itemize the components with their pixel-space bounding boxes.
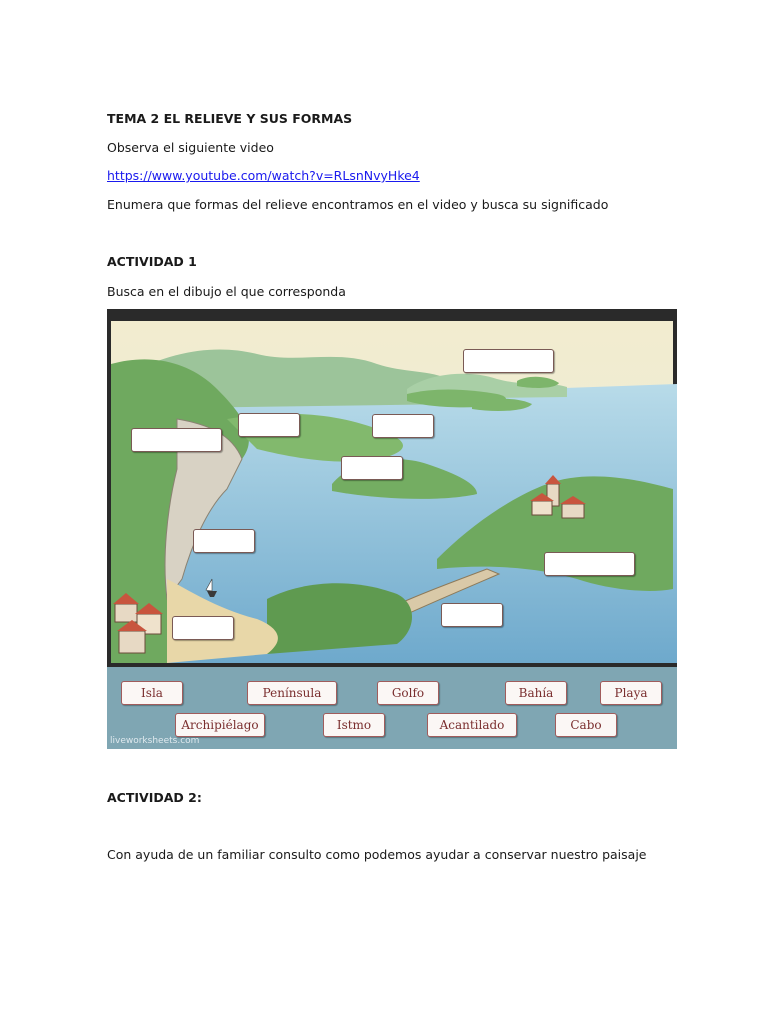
answer-box-bay[interactable] xyxy=(372,414,434,438)
activity1-title: ACTIVIDAD 1 xyxy=(107,254,197,269)
word-tile-isla[interactable]: Isla xyxy=(121,681,183,705)
word-bank xyxy=(107,667,677,749)
answer-box-isthmus[interactable] xyxy=(441,603,503,627)
enumerate-instruction: Enumera que formas del relieve encontramos en el video y busca su significado xyxy=(107,197,609,212)
answer-box-cape[interactable] xyxy=(172,616,234,640)
activity1-instruction: Busca en el dibujo el que corresponda xyxy=(107,284,346,299)
liveworksheets-watermark: liveworksheets.com xyxy=(110,736,200,746)
word-tile-golfo[interactable]: Golfo xyxy=(377,681,439,705)
video-instruction: Observa el siguiente video xyxy=(107,140,274,155)
word-tile-archipielago[interactable]: Archipiélago xyxy=(175,713,265,737)
answer-box-cliff[interactable] xyxy=(131,428,222,452)
answer-box-beach-shore[interactable] xyxy=(193,529,255,553)
activity2-instruction: Con ayuda de un familiar consulto como podemos ayudar a conservar nuestro paisaje xyxy=(107,847,647,862)
activity2-title: ACTIVIDAD 2: xyxy=(107,790,202,805)
video-link[interactable]: https://www.youtube.com/watch?v=RLsnNvyHke4 xyxy=(107,168,420,183)
word-tile-cabo[interactable]: Cabo xyxy=(555,713,617,737)
word-tile-acantilado[interactable]: Acantilado xyxy=(427,713,517,737)
answer-box-island[interactable] xyxy=(341,456,403,480)
landscape-worksheet xyxy=(107,309,677,749)
word-tile-istmo[interactable]: Istmo xyxy=(323,713,385,737)
landscape-illustration xyxy=(107,309,677,669)
word-tile-bahia[interactable]: Bahía xyxy=(505,681,567,705)
worksheet-title: TEMA 2 EL RELIEVE Y SUS FORMAS xyxy=(107,111,353,126)
answer-box-peninsula[interactable] xyxy=(544,552,635,576)
word-tile-peninsula[interactable]: Península xyxy=(247,681,337,705)
answer-box-archipelago[interactable] xyxy=(463,349,554,373)
foreground-trees xyxy=(267,583,412,654)
answer-box-gulf[interactable] xyxy=(238,413,300,437)
word-tile-playa[interactable]: Playa xyxy=(600,681,662,705)
